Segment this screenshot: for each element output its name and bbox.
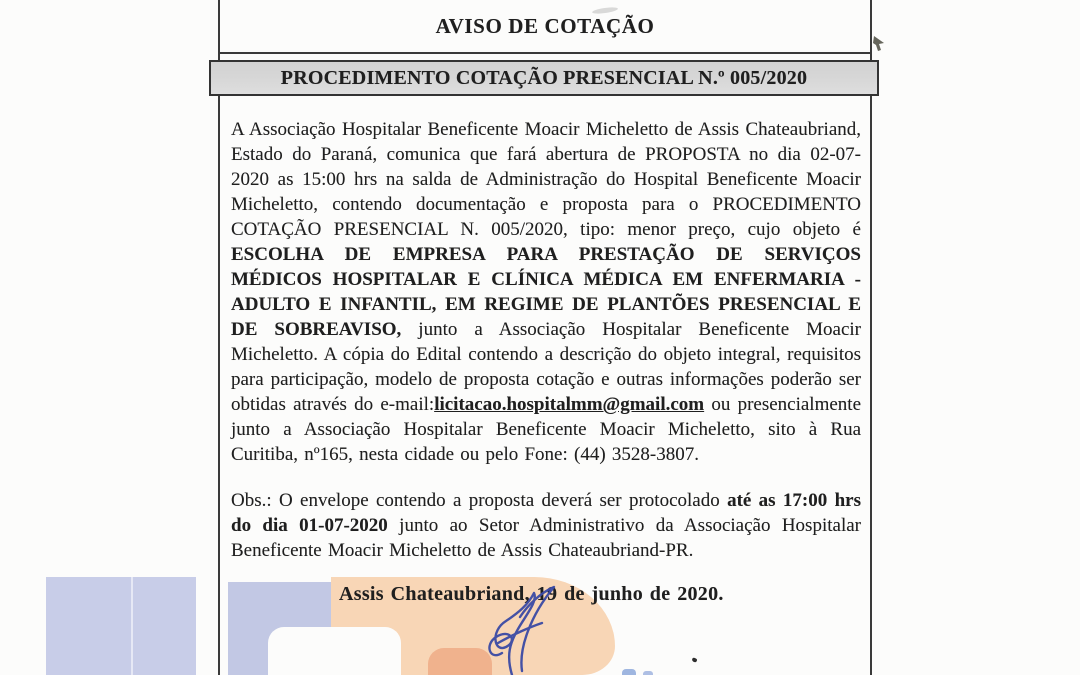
obs-start-text: Obs.: O envelope contendo a proposta deverá ser protocolado bbox=[231, 490, 728, 511]
body-intro-text: A Associação Hospitalar Beneficente Moacir Micheletto de Assis Chateaubriand, Estado do Paraná, comunica que fará abertura de PROPOSTA no dia 02-07-2020 as 15:00 hrs na salda de Administração do Hospital Beneficente Moacir Micheletto, contendo documentação e proposta para o PROCEDIMENTO COTAÇÃO PRESENCIAL N. 005/2020, tipo: menor preço, cujo objeto é bbox=[231, 119, 861, 240]
body-end-text: ou presencialmente junto a Associação Hospitalar Beneficente Moacir Micheletto, sito à Rua Curitiba, nº165, nesta cidade ou pelo Fone: (44) 3528-3807. bbox=[231, 394, 862, 465]
body-paragraph bbox=[231, 117, 861, 467]
document-body bbox=[220, 54, 870, 607]
signature-scribble bbox=[468, 583, 572, 675]
document-header bbox=[220, 0, 870, 54]
body-mid-text: junto a Associação Hospitalar Beneficente Moacir Micheletto. A cópia do Edital contendo a descrição do objeto integral, requisitos para participação, modelo de proposta cotação e outras informações poderão ser obtidas através do e-mail: bbox=[231, 319, 861, 415]
body-object-bold-text: ESCOLHA DE EMPRESA PARA PRESTAÇÃO DE SERVIÇOS MÉDICOS HOSPITALAR E CLÍNICA MÉDICA EM ENFERMARIA - ADULTO E INFANTIL, EM REGIME DE PLANTÕES PRESENCIAL E DE SOBREAVISO, bbox=[231, 244, 861, 340]
watermark-seam bbox=[131, 577, 133, 675]
obs-paragraph bbox=[231, 488, 861, 563]
obs-deadline-bold-text: até as 17:00 hrs do dia 01-07-2020 bbox=[231, 490, 861, 536]
procedure-banner-text: PROCEDIMENTO COTAÇÃO PRESENCIAL N.º 005/2020 bbox=[280, 66, 808, 89]
watermark-lavender-block-outer bbox=[46, 577, 196, 675]
email-address: licitacao.hospitalmm@gmail.com bbox=[434, 394, 705, 415]
dateline: Assis Chateaubriand, 19 de junho de 2020. bbox=[339, 583, 724, 605]
document-frame bbox=[218, 0, 872, 675]
obs-end-text: junto ao Setor Administrativo da Associação Hospitalar Beneficente Moacir Micheletto de Assis Chateaubriand-PR. bbox=[231, 515, 861, 561]
page-title: AVISO DE COTAÇÃO bbox=[435, 13, 655, 38]
cursor-artifact-icon bbox=[872, 36, 886, 52]
